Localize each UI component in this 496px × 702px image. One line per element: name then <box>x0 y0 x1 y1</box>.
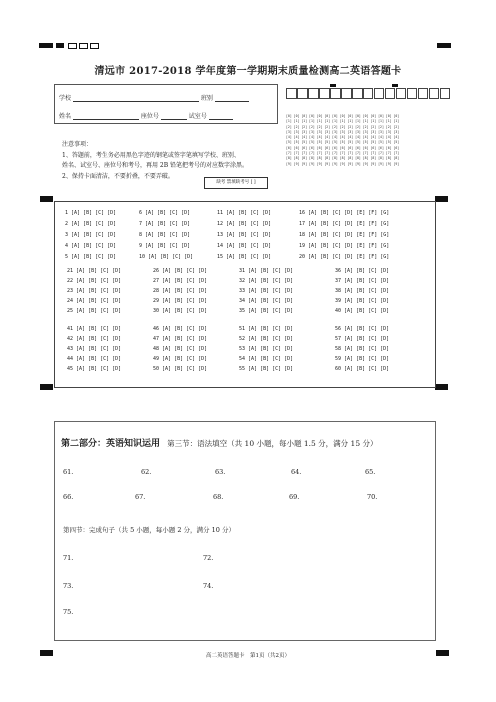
mc-row[interactable]: 40 [A] [B] [C] [D] <box>335 308 390 314</box>
id-cell[interactable] <box>407 88 418 99</box>
mc-row[interactable]: 58 [A] [B] [C] [D] <box>335 346 390 352</box>
alignment-mark-right <box>435 196 448 202</box>
question-71[interactable]: 71. <box>63 554 74 562</box>
mc-row[interactable]: 59 [A] [B] [C] [D] <box>335 356 390 362</box>
mc-row[interactable]: 13 [A] [B] [C] [D] <box>217 232 272 238</box>
mc-row[interactable]: 2 [A] [B] [C] [D] <box>65 221 117 227</box>
mc-row[interactable]: 8 [A] [B] [C] [D] <box>139 232 191 238</box>
mc-row[interactable]: 14 [A] [B] [C] [D] <box>217 243 272 249</box>
question-62[interactable]: 62. <box>141 468 152 476</box>
school-label: 学校 <box>59 95 72 102</box>
mc-row[interactable]: 33 [A] [B] [C] [D] <box>239 288 294 294</box>
name-field[interactable] <box>73 113 139 120</box>
mc-row[interactable]: 6 [A] [B] [C] [D] <box>139 210 191 216</box>
alignment-mark-top-4 <box>79 43 88 49</box>
room-field[interactable] <box>209 113 233 120</box>
id-cell[interactable] <box>286 88 297 99</box>
mc-row[interactable]: 26 [A] [B] [C] [D] <box>153 268 208 274</box>
mc-row[interactable]: 48 [A] [B] [C] [D] <box>153 346 208 352</box>
id-cell[interactable] <box>429 88 440 99</box>
mc-row[interactable]: 28 [A] [B] [C] [D] <box>153 288 208 294</box>
name-label: 姓名 <box>59 113 72 120</box>
mc-row[interactable]: 53 [A] [B] [C] [D] <box>239 346 294 352</box>
exam-id-write-cells <box>286 84 436 98</box>
notes-line: 2、保持卡面清洁，不要折叠，不要弄破。 <box>62 172 174 180</box>
question-65[interactable]: 65. <box>365 468 376 476</box>
question-67[interactable]: 67. <box>135 493 146 501</box>
mc-row[interactable]: 38 [A] [B] [C] [D] <box>335 288 390 294</box>
mc-row[interactable]: 23 [A] [B] [C] [D] <box>67 288 122 294</box>
mc-row[interactable]: 3 [A] [B] [C] [D] <box>65 232 117 238</box>
mc-row[interactable]: 41 [A] [B] [C] [D] <box>67 326 122 332</box>
mc-row[interactable]: 18 [A] [B] [C] [D] [E] [F] [G] <box>299 232 390 238</box>
absent-mark-box[interactable]: 缺考 禁填缺考号 [ ] <box>204 177 268 189</box>
room-label: 试室号 <box>188 113 207 120</box>
notes-heading: 注意事项： <box>62 141 93 148</box>
id-marker-1 <box>330 84 336 87</box>
mc-row[interactable]: 1 [A] [B] [C] [D] <box>65 210 117 216</box>
id-cell[interactable] <box>440 88 451 99</box>
mc-row[interactable]: 47 [A] [B] [C] [D] <box>153 336 208 342</box>
mc-row[interactable]: 55 [A] [B] [C] [D] <box>239 366 294 372</box>
mc-row[interactable]: 12 [A] [B] [C] [D] <box>217 221 272 227</box>
notes-line: 1、答题前，考生务必用黑色字迹的钢笔或签字笔填写学校、班别、 <box>62 151 240 159</box>
question-63[interactable]: 63. <box>215 468 226 476</box>
alignment-mark-top-right <box>437 43 451 48</box>
mc-row[interactable]: 27 [A] [B] [C] [D] <box>153 278 208 284</box>
question-70[interactable]: 70. <box>367 493 378 501</box>
mc-row[interactable]: 4 [A] [B] [C] [D] <box>65 243 117 249</box>
mc-row[interactable]: 7 [A] [B] [C] [D] <box>139 221 191 227</box>
section-two-heading <box>61 436 378 449</box>
id-cell[interactable] <box>352 88 363 99</box>
page-footer: 高二英语答题卡 第1页（共2页） <box>206 653 290 659</box>
school-field[interactable] <box>73 95 199 102</box>
section-three-label: 第三节：语法填空（共 10 小题，每小题 1.5 分，满分 15 分） <box>167 439 378 448</box>
question-74[interactable]: 74. <box>203 582 214 590</box>
question-61[interactable]: 61. <box>63 468 74 476</box>
mc-row[interactable]: 49 [A] [B] [C] [D] <box>153 356 208 362</box>
mc-row[interactable]: 34 [A] [B] [C] [D] <box>239 298 294 304</box>
question-75[interactable]: 75. <box>63 608 74 616</box>
mc-row[interactable]: 20 [A] [B] [C] [D] [E] [F] [G] <box>299 254 390 260</box>
mc-row[interactable]: 9 [A] [B] [C] [D] <box>139 243 191 249</box>
mc-row[interactable]: 5 [A] [B] [C] [D] <box>65 254 117 260</box>
mc-row[interactable]: 21 [A] [B] [C] [D] <box>67 268 122 274</box>
multiple-choice-area <box>54 201 436 388</box>
question-66[interactable]: 66. <box>63 493 74 501</box>
mc-row[interactable]: 43 [A] [B] [C] [D] <box>67 346 122 352</box>
mc-row[interactable]: 37 [A] [B] [C] [D] <box>335 278 390 284</box>
mc-row[interactable]: 17 [A] [B] [C] [D] [E] [F] [G] <box>299 221 390 227</box>
seat-field[interactable] <box>161 113 187 120</box>
mc-row[interactable]: 57 [A] [B] [C] [D] <box>335 336 390 342</box>
mc-row[interactable]: 25 [A] [B] [C] [D] <box>67 308 122 314</box>
id-cell[interactable] <box>297 88 308 99</box>
mc-row[interactable]: 56 [A] [B] [C] [D] <box>335 326 390 332</box>
alignment-mark-top-5 <box>90 43 99 49</box>
mc-row[interactable]: 54 [A] [B] [C] [D] <box>239 356 294 362</box>
mc-row[interactable]: 29 [A] [B] [C] [D] <box>153 298 208 304</box>
mc-row[interactable]: 31 [A] [B] [C] [D] <box>239 268 294 274</box>
mc-row[interactable]: 16 [A] [B] [C] [D] [E] [F] [G] <box>299 210 390 216</box>
mc-row[interactable]: 36 [A] [B] [C] [D] <box>335 268 390 274</box>
mc-row[interactable]: 24 [A] [B] [C] [D] <box>67 298 122 304</box>
mc-row[interactable]: 39 [A] [B] [C] [D] <box>335 298 390 304</box>
question-68[interactable]: 68. <box>213 493 224 501</box>
question-69[interactable]: 69. <box>289 493 300 501</box>
id-cell[interactable] <box>385 88 396 99</box>
id-cell[interactable] <box>396 88 407 99</box>
alignment-mark-top-2 <box>56 43 64 48</box>
mc-row[interactable]: 46 [A] [B] [C] [D] <box>153 326 208 332</box>
id-cell[interactable] <box>319 88 330 99</box>
mc-row[interactable]: 19 [A] [B] [C] [D] [E] [F] [G] <box>299 243 390 249</box>
id-cell[interactable] <box>308 88 319 99</box>
instructions <box>62 140 282 182</box>
id-cell[interactable] <box>374 88 385 99</box>
alignment-mark-right-2 <box>435 384 448 390</box>
mc-row[interactable]: 10 [A] [B] [C] [D] <box>139 254 194 260</box>
mc-row[interactable]: 32 [A] [B] [C] [D] <box>239 278 294 284</box>
alignment-mark-left-2 <box>40 384 53 390</box>
mc-row[interactable]: 35 [A] [B] [C] [D] <box>239 308 294 314</box>
mc-row[interactable]: 44 [A] [B] [C] [D] <box>67 356 122 362</box>
id-marker-2 <box>392 84 398 87</box>
alignment-mark-top-left <box>39 43 53 48</box>
mc-row[interactable]: 51 [A] [B] [C] [D] <box>239 326 294 332</box>
alignment-mark-top-3 <box>68 43 77 49</box>
mc-row[interactable]: 22 [A] [B] [C] [D] <box>67 278 122 284</box>
mc-row[interactable]: 45 [A] [B] [C] [D] <box>67 366 122 372</box>
question-73[interactable]: 73. <box>63 582 74 590</box>
mc-row[interactable]: 11 [A] [B] [C] [D] <box>217 210 272 216</box>
id-cell[interactable] <box>418 88 429 99</box>
notes-line: 姓名、试室号、座位号和考号，再用 2B 铅笔把考号的对应数字涂黑。 <box>62 162 249 169</box>
section-two-answer-area <box>54 421 436 641</box>
alignment-mark-left <box>40 196 53 202</box>
seat-label: 座位号 <box>140 113 159 120</box>
page-title: 清远市 2017-2018 学年度第一学期期末质量检测高二英语答题卡 <box>94 66 402 77</box>
id-cell[interactable] <box>341 88 352 99</box>
id-cell[interactable] <box>330 88 341 99</box>
mc-row[interactable]: 50 [A] [B] [C] [D] <box>153 366 208 372</box>
mc-row[interactable]: 42 [A] [B] [C] [D] <box>67 336 122 342</box>
mc-row[interactable]: 30 [A] [B] [C] [D] <box>153 308 208 314</box>
exam-id-bubble-grid[interactable]: [0] [0] [0] [0] [0] [0] [0] [0] [0] [0] [0] [0] [0] [0] [0] [1] [1] [1] [1] [1] [1] [1] [1] [1] [1] [1] [1] [1] [1] [1] [2] [2] [2] [2] [2] [2] [2] [2] [2] [2] [2] [2] [2] [2] [2] [3] [3] [3] [3] [3] [3] [3] [3] [3] [3] [3] [3] [3] [3] [3] [4] [4] [4] [4] [4] [4] [4] [4] [4] [4] [4] [4] [4] [4] [4] [5] [5] [5] [5] [5] [5] [5] [5] [5] [5] [5] [5] [5] [5] [5] [6] [6] [6] [6] [6] [6] [6] [6] [6] [6] [6] [6] [6] [6] [6] [7] [7] [7] [7] [7] [7] [7] [7] [7] [7] [7] [7] [7] [7] [7] [8] [8] [8] [8] [8] [8] [8] [8] [8] [8] [8] [8] [8] [8] [8] [9] [9] [9] [9] [9] [9] [9] [9] [9] [9] [9] [9] [9] [9] [9] <box>286 114 400 166</box>
id-cell[interactable] <box>363 88 374 99</box>
mc-row[interactable]: 52 [A] [B] [C] [D] <box>239 336 294 342</box>
question-72[interactable]: 72. <box>203 554 214 562</box>
part-label: 第二部分：英语知识运用 <box>61 439 161 449</box>
student-info-box <box>54 84 278 124</box>
section-four-label: 第四节：完成句子（共 5 小题，每小题 2 分，满分 10 分） <box>63 526 235 534</box>
class-field[interactable] <box>215 95 249 102</box>
question-64[interactable]: 64. <box>291 468 302 476</box>
mc-row[interactable]: 60 [A] [B] [C] [D] <box>335 366 390 372</box>
mc-row[interactable]: 15 [A] [B] [C] [D] <box>217 254 272 260</box>
class-label: 班别 <box>200 95 213 102</box>
